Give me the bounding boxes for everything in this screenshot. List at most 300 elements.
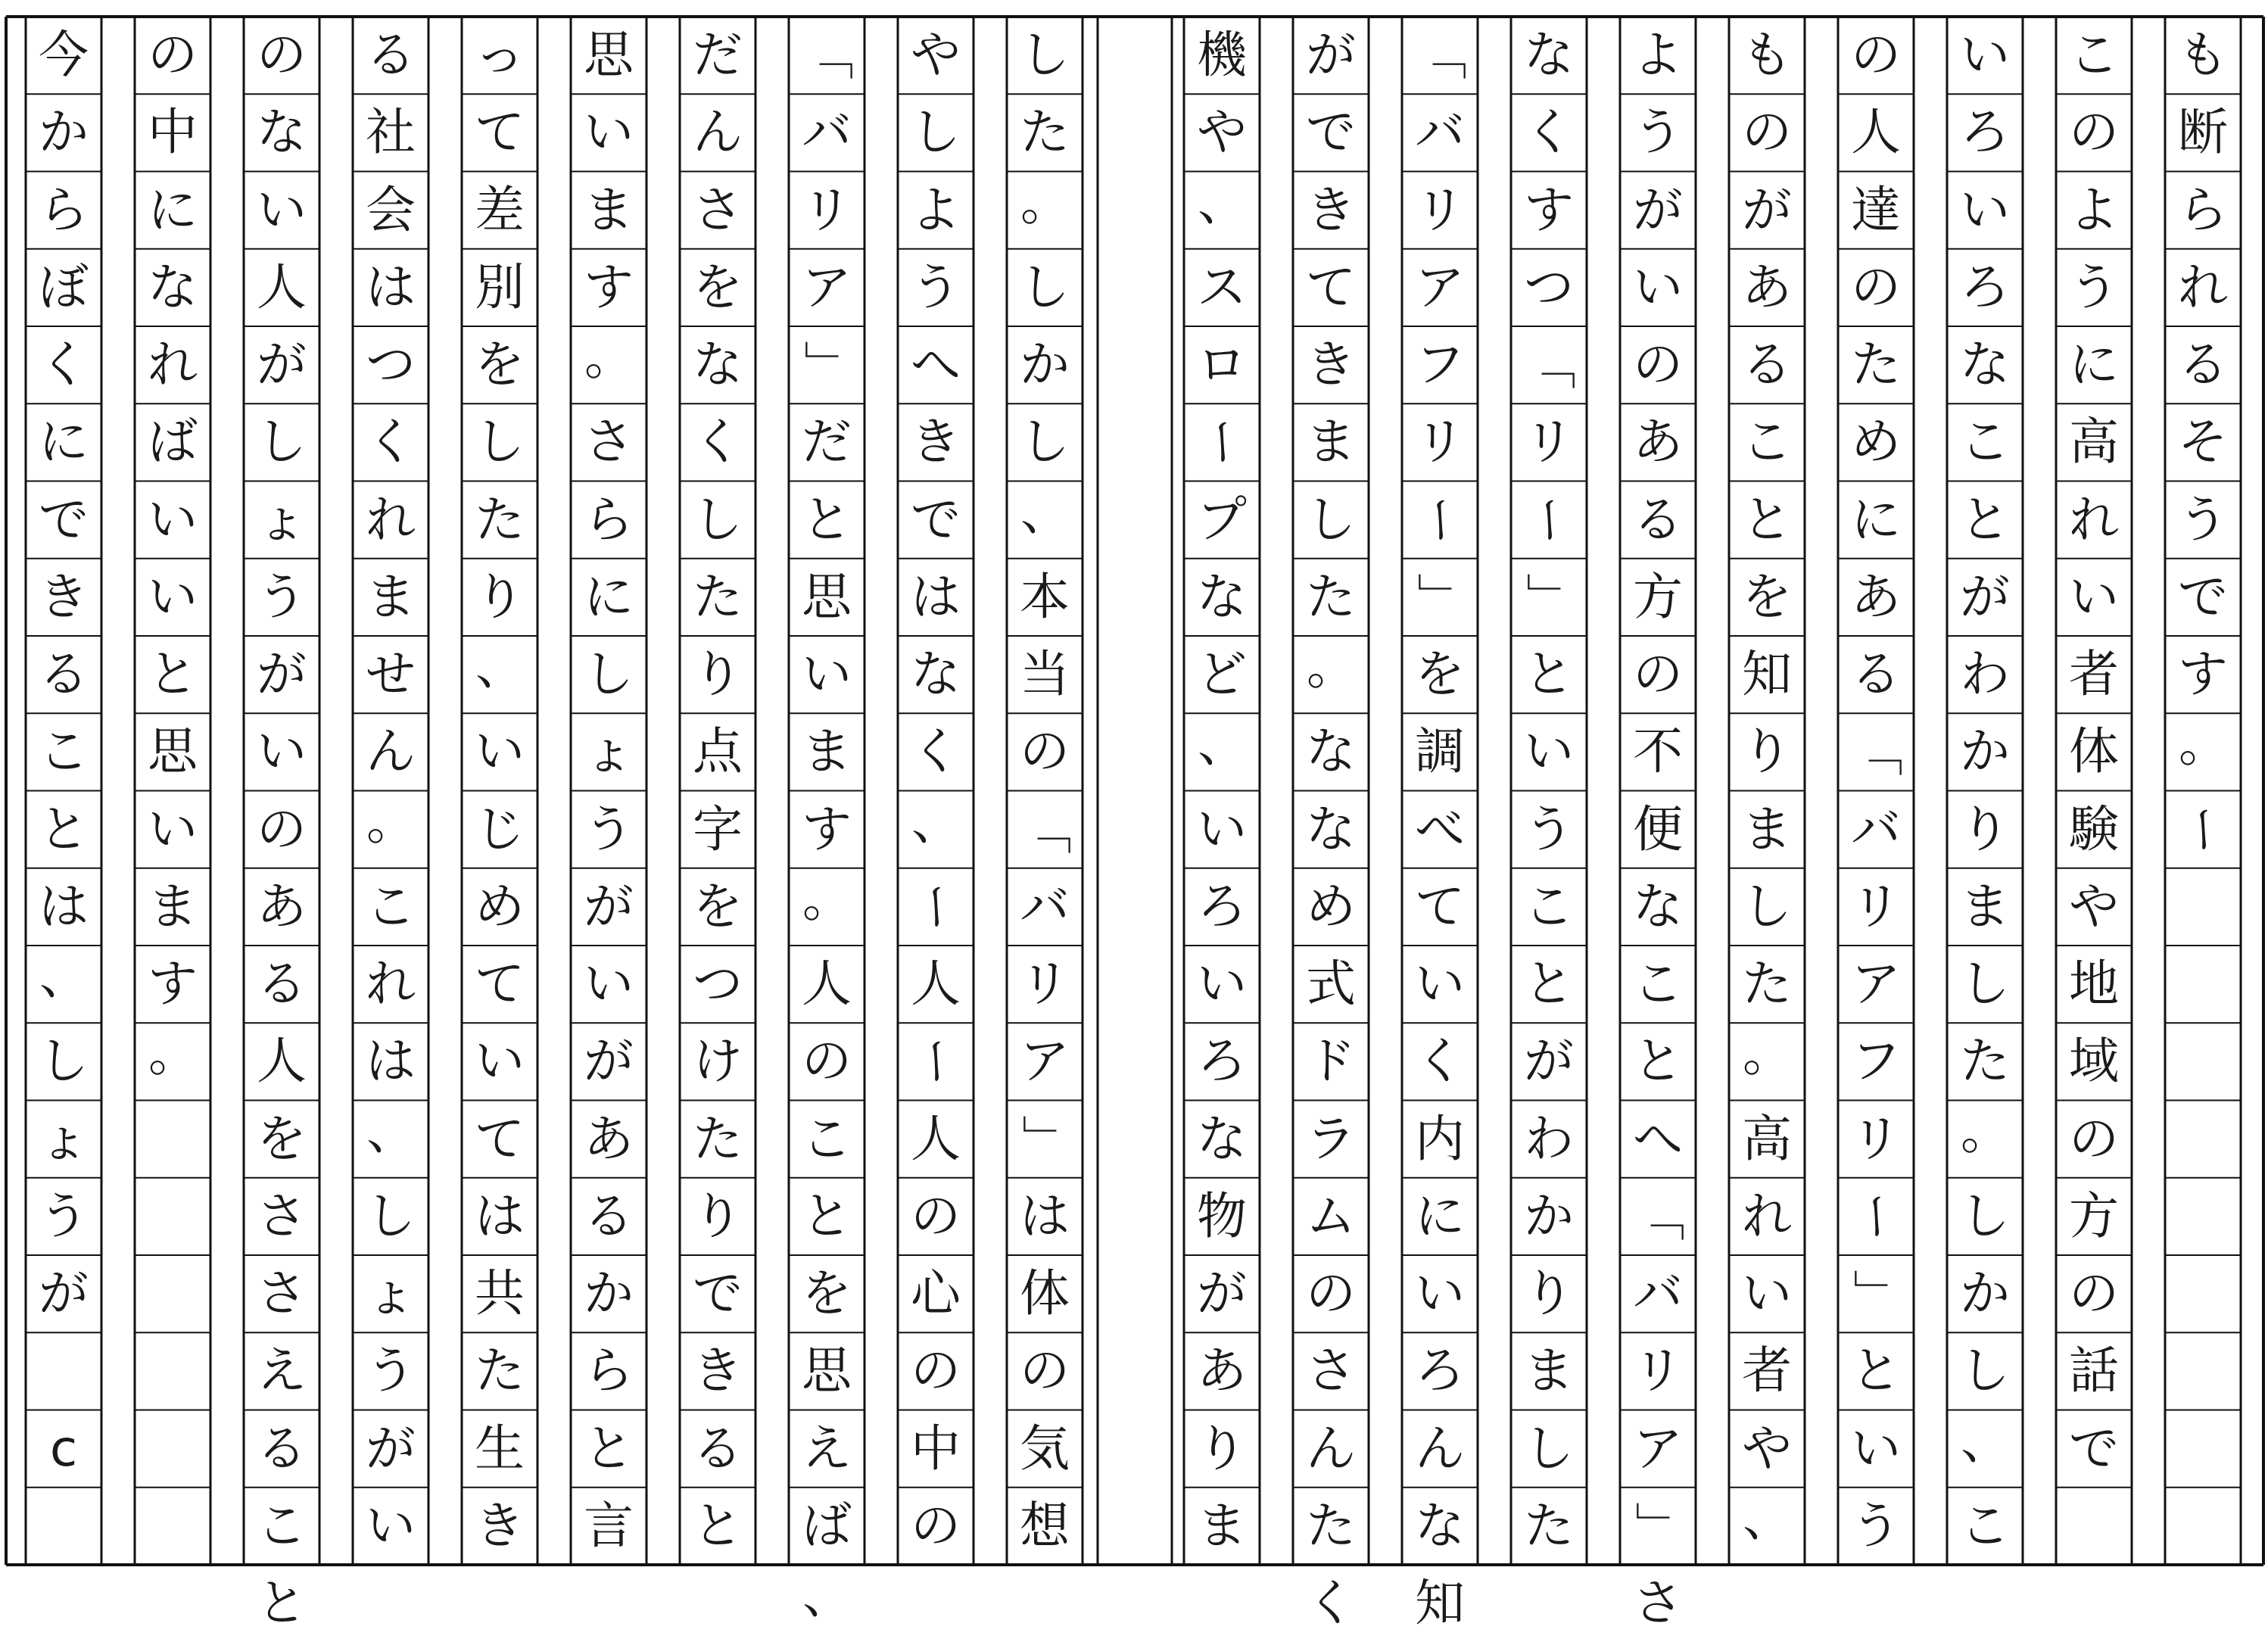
manuscript-char: 物 [1197, 1186, 1247, 1245]
manuscript-char: か [1960, 1264, 2010, 1323]
manuscript-char: く [911, 722, 961, 781]
manuscript-char: い [1960, 26, 2010, 85]
manuscript-char: な [1960, 335, 2010, 394]
manuscript-char: い [584, 955, 634, 1014]
manuscript-char: 会 [366, 180, 416, 239]
manuscript-char: り [693, 645, 743, 704]
manuscript-char: う [584, 799, 634, 858]
manuscript-char: が [1197, 1264, 1247, 1323]
manuscript-char: は [39, 877, 89, 936]
manuscript-char: ア [1415, 257, 1465, 316]
manuscript-char: う [911, 257, 961, 316]
manuscript-char: 話 [2069, 1341, 2119, 1401]
manuscript-char: の [1633, 645, 1683, 704]
manuscript-char: ょ [366, 1264, 416, 1323]
manuscript-char: る [584, 1186, 634, 1245]
manuscript-char: る [693, 1419, 743, 1478]
manuscript-char: い [1960, 180, 2010, 239]
manuscript-char: け [693, 1032, 743, 1091]
manuscript-char: リ [1415, 180, 1465, 239]
manuscript-char: 、 [1020, 482, 1070, 541]
manuscript-char: 」 [1520, 572, 1578, 622]
manuscript-char: 本 [1020, 567, 1070, 626]
manuscript-char: 地 [2069, 955, 2119, 1014]
manuscript-char: か [1524, 1186, 1574, 1245]
manuscript-char: リ [1020, 955, 1070, 1014]
manuscript-char: い [1633, 257, 1683, 316]
manuscript-char: を [257, 1109, 307, 1168]
manuscript-char: う [2178, 490, 2228, 549]
manuscript-char: こ [1960, 1496, 2010, 1555]
manuscript-char: く [366, 413, 416, 472]
manuscript-char: た [1020, 103, 1070, 162]
manuscript-char: す [802, 799, 852, 858]
manuscript-char: わ [1960, 645, 2010, 704]
manuscript-char: し [1524, 1419, 1574, 1478]
manuscript-char: い [148, 490, 198, 549]
manuscript-char: と [584, 1419, 634, 1478]
manuscript-char: 人 [911, 1109, 961, 1168]
manuscript-char: 生 [475, 1419, 525, 1478]
manuscript-char: 、 [1743, 1488, 1793, 1547]
manuscript-char: り [1742, 722, 1792, 781]
manuscript-char: ん [1415, 1419, 1465, 1478]
manuscript-char: ろ [1960, 103, 2010, 162]
manuscript-char: め [1851, 413, 1901, 472]
manuscript-char: 不 [1633, 722, 1683, 781]
manuscript-char: の [1020, 722, 1070, 781]
manuscript-char: く [1415, 1032, 1465, 1091]
manuscript-char: 方 [1633, 567, 1683, 626]
left-column-2 [898, 17, 974, 1565]
manuscript-char: ど [1197, 645, 1247, 704]
manuscript-char: 思 [584, 26, 634, 85]
left-column-7 [353, 17, 428, 1565]
manuscript-char: 験 [2069, 799, 2119, 858]
manuscript-char: 、 [911, 792, 961, 851]
manuscript-char: で [2069, 1419, 2119, 1478]
manuscript-char: や [1197, 103, 1247, 162]
manuscript-char: あ [1197, 1341, 1247, 1401]
manuscript-char: め [475, 877, 525, 936]
right-column-2 [2056, 17, 2132, 1565]
manuscript-char: が [584, 877, 634, 936]
manuscript-char: 人 [257, 1032, 307, 1091]
manuscript-char: 字 [693, 799, 743, 858]
manuscript-char: の [911, 1341, 961, 1401]
manuscript-char: の [1633, 335, 1683, 394]
manuscript-char: せ [366, 645, 416, 704]
manuscript-char: の [1020, 1341, 1070, 1401]
left-column-1 [1007, 17, 1083, 1565]
manuscript-char: れ [1742, 1186, 1792, 1245]
manuscript-char: し [1960, 1341, 2010, 1401]
manuscript-char: 。 [2179, 715, 2229, 774]
manuscript-char: さ [257, 1186, 307, 1245]
manuscript-char: 調 [1415, 722, 1465, 781]
manuscript-char: ア [1851, 955, 1901, 1014]
manuscript-char: よ [1633, 26, 1683, 85]
manuscript-char: き [911, 413, 961, 472]
manuscript-char: し [257, 413, 307, 472]
manuscript-char: は [911, 567, 961, 626]
manuscript-char: 、 [366, 1101, 416, 1161]
manuscript-char: 中 [148, 103, 198, 162]
manuscript-char: し [584, 645, 634, 704]
manuscript-char: し [1306, 490, 1356, 549]
manuscript-char: す [148, 955, 198, 1014]
manuscript-char: く [1306, 1574, 1356, 1633]
manuscript-char: て [475, 955, 525, 1014]
manuscript-char: る [2178, 335, 2228, 394]
manuscript-char: に [584, 567, 634, 626]
manuscript-char: の [1306, 1264, 1356, 1323]
manuscript-char: い [1524, 722, 1574, 781]
manuscript-char: し [366, 1186, 416, 1245]
manuscript-char: さ [584, 413, 634, 472]
manuscript-char: リ [1415, 413, 1465, 472]
manuscript-char: き [693, 1341, 743, 1401]
manuscript-char: め [1306, 877, 1356, 936]
manuscript-char: っ [475, 26, 525, 85]
manuscript-char: 者 [2069, 645, 2119, 704]
manuscript-char: あ [584, 1109, 634, 1168]
manuscript-char: る [1742, 335, 1792, 394]
manuscript-char: さ [257, 1264, 307, 1323]
manuscript-char: い [1197, 799, 1247, 858]
manuscript-char: 知 [1415, 1574, 1465, 1633]
manuscript-char: さ [693, 180, 743, 239]
manuscript-char: く [39, 335, 89, 394]
manuscript-char: れ [148, 335, 198, 394]
manuscript-char: し [475, 413, 525, 472]
right-column-1 [2165, 17, 2241, 1565]
right-column-7 [1511, 17, 1587, 1565]
manuscript-char: ま [584, 180, 634, 239]
manuscript-char: 」 [1629, 1500, 1687, 1551]
manuscript-char: た [1306, 567, 1356, 626]
manuscript-char: が [1960, 567, 2010, 626]
manuscript-char: た [693, 1109, 743, 1168]
manuscript-char: を [475, 335, 525, 394]
manuscript-char: や [911, 26, 961, 85]
left-column-10 [26, 17, 101, 1565]
manuscript-char: い [148, 567, 198, 626]
manuscript-char: な [1633, 877, 1683, 936]
manuscript-char: と [1524, 645, 1574, 704]
manuscript-char: ん [693, 103, 743, 162]
manuscript-char: れ [2178, 257, 2228, 316]
manuscript-char: 」 [1847, 1269, 1905, 1320]
left-column-8 [244, 17, 319, 1633]
manuscript-char: 「 [1520, 340, 1578, 391]
manuscript-char: ま [1306, 413, 1356, 472]
manuscript-char: バ [1851, 799, 1901, 858]
manuscript-char: 。 [1020, 173, 1070, 232]
manuscript-char: 。 [802, 869, 852, 928]
manuscript-char: か [1960, 722, 2010, 781]
manuscript-char: が [1524, 1032, 1574, 1091]
manuscript-char: 、 [39, 947, 89, 1005]
manuscript-char: う [1524, 799, 1574, 858]
manuscript-char: や [1742, 1419, 1792, 1478]
manuscript-char: で [1306, 103, 1356, 162]
manuscript-char: の [2069, 1109, 2119, 1168]
right-column-3 [1947, 17, 2023, 1565]
manuscript-char: 人 [911, 955, 961, 1014]
manuscript-char: か [584, 1264, 634, 1323]
manuscript-char: は [475, 1186, 525, 1245]
manuscript-char: リ [1851, 877, 1901, 936]
manuscript-char: う [39, 1186, 89, 1245]
manuscript-char: 点 [693, 722, 743, 781]
manuscript-char: と [39, 799, 89, 858]
manuscript-char: き [475, 1496, 525, 1555]
manuscript-char: と [802, 1186, 852, 1245]
manuscript-char: 高 [1742, 1109, 1792, 1168]
manuscript-char: ば [148, 413, 198, 472]
manuscript-char: し [39, 1032, 89, 1091]
manuscript-char: 当 [1020, 645, 1070, 704]
manuscript-char: と [257, 1574, 307, 1633]
manuscript-char: た [1306, 1496, 1356, 1555]
manuscript-char: ア [802, 257, 852, 316]
left-column-6 [462, 17, 537, 1565]
manuscript-char: ド [1306, 1032, 1356, 1091]
manuscript-char: 差 [475, 180, 525, 239]
manuscript-char: が [1306, 26, 1356, 85]
manuscript-char: が [39, 1264, 89, 1323]
manuscript-char: 人 [802, 955, 852, 1014]
manuscript-char: ら [39, 180, 89, 239]
manuscript-char: つ [693, 955, 743, 1014]
manuscript-char: こ [257, 1496, 307, 1555]
manuscript-char: る [1633, 490, 1683, 549]
manuscript-char: ん [366, 722, 416, 781]
manuscript-char: あ [257, 877, 307, 936]
manuscript-char: で [693, 1264, 743, 1323]
manuscript-char: が [1633, 180, 1683, 239]
manuscript-char: と [693, 1496, 743, 1555]
manuscript-char: ス [1197, 257, 1247, 316]
manuscript-char: ア [1633, 1419, 1683, 1478]
manuscript-char [26, 1332, 101, 1410]
manuscript-char: リ [1851, 1109, 1901, 1168]
manuscript-char: や [2069, 877, 2119, 936]
manuscript-char: 便 [1633, 799, 1683, 858]
manuscript-char: き [1306, 180, 1356, 239]
manuscript-char: と [1524, 955, 1574, 1014]
manuscript-char: れ [366, 955, 416, 1014]
manuscript-char: り [1197, 1419, 1247, 1478]
manuscript-char: い [366, 1496, 416, 1555]
manuscript-char: バ [1415, 103, 1465, 162]
right-column-9 [1293, 17, 1369, 1633]
manuscript-char: よ [911, 180, 961, 239]
manuscript-char: わ [1524, 1109, 1574, 1168]
manuscript-char: す [1524, 180, 1574, 239]
manuscript-char: 知 [1742, 645, 1792, 704]
manuscript-char: 「 [1629, 1191, 1687, 1242]
manuscript-char: ら [584, 1341, 634, 1401]
manuscript-char: い [802, 645, 852, 704]
manuscript-char: な [257, 103, 307, 162]
manuscript-char: バ [802, 103, 852, 162]
manuscript-char: い [257, 180, 307, 239]
manuscript-char: あ [1851, 567, 1901, 626]
manuscript-char: な [1197, 1109, 1247, 1168]
manuscript-char: だ [693, 26, 743, 85]
manuscript-char: ー [907, 881, 965, 932]
manuscript-char: な [1306, 799, 1356, 858]
manuscript-char: い [1197, 955, 1247, 1014]
manuscript-char: ま [1960, 877, 2010, 936]
manuscript-char: に [1851, 490, 1901, 549]
manuscript-char: じ [475, 799, 525, 858]
manuscript-char: ま [366, 567, 416, 626]
manuscript-char: 人 [257, 257, 307, 316]
manuscript-char: 、 [475, 637, 525, 696]
manuscript-char: こ [1742, 413, 1792, 472]
manuscript-char: の [2069, 1264, 2119, 1323]
manuscript-char: は [366, 1032, 416, 1091]
manuscript-char: て [475, 103, 525, 162]
manuscript-char: ま [1197, 1496, 1247, 1555]
manuscript-char: え [257, 1341, 307, 1401]
manuscript-char: つ [1524, 257, 1574, 316]
manuscript-char: つ [366, 335, 416, 394]
left-column-9 [135, 17, 210, 1565]
manuscript-char: い [1415, 955, 1465, 1014]
manuscript-char: し [1742, 877, 1792, 936]
manuscript-char: い [2069, 567, 2119, 626]
manuscript-char: 言 [584, 1496, 634, 1555]
right-column-6 [1620, 17, 1696, 1633]
manuscript-char: の [257, 26, 307, 85]
manuscript-char: な [148, 257, 198, 316]
manuscript-char: 想 [1020, 1496, 1070, 1555]
manuscript-char: う [1851, 1496, 1901, 1555]
manuscript-char: 達 [1851, 180, 1901, 239]
manuscript-char: に [2069, 335, 2119, 394]
manuscript-char: ー [1847, 1191, 1905, 1242]
manuscript-char: 思 [802, 567, 852, 626]
manuscript-char: い [1851, 1419, 1901, 1478]
manuscript-char: な [1306, 722, 1356, 781]
manuscript-char: ら [2178, 180, 2228, 239]
manuscript-char: れ [366, 490, 416, 549]
manuscript-char: べ [1415, 799, 1465, 858]
manuscript-char: 、 [1198, 715, 1248, 774]
manuscript-char: ろ [1197, 877, 1247, 936]
manuscript-char: な [693, 335, 743, 394]
manuscript-char: ー [1411, 494, 1469, 545]
manuscript-char: し [1020, 26, 1070, 85]
manuscript-char: と [1633, 1032, 1683, 1091]
manuscript-char: 社 [366, 103, 416, 162]
manuscript-char: る [1851, 645, 1901, 704]
manuscript-char: 機 [1197, 26, 1247, 85]
manuscript-char: ん [1306, 1419, 1356, 1478]
manuscript-char: の [911, 1496, 961, 1555]
manuscript-char: に [1415, 1186, 1465, 1245]
manuscript-char: 域 [2069, 1032, 2119, 1091]
manuscript-char: た [1524, 1496, 1574, 1555]
manuscript-char: 。 [148, 1024, 198, 1083]
manuscript-char: を [802, 1264, 852, 1323]
manuscript-char: へ [911, 335, 961, 394]
manuscript-char: 体 [2069, 722, 2119, 781]
manuscript-char: ろ [1197, 1032, 1247, 1091]
manuscript-char: 内 [1415, 1109, 1465, 1168]
manuscript-char: く [1524, 103, 1574, 162]
manuscript-char: で [911, 490, 961, 549]
manuscript-char: ー [1193, 417, 1251, 468]
manuscript-char: 者 [1742, 1341, 1792, 1401]
manuscript-char: て [475, 1109, 525, 1168]
manuscript-char: 」 [1016, 1114, 1074, 1164]
manuscript-char: い [148, 799, 198, 858]
manuscript-char: す [584, 257, 634, 316]
manuscript-char: 」 [798, 340, 856, 391]
manuscript-char: ー [2174, 804, 2232, 855]
manuscript-char: 断 [2178, 103, 2228, 162]
manuscript-char: へ [1633, 1109, 1683, 1168]
manuscript-char: の [2069, 103, 2119, 162]
manuscript-char: り [1960, 799, 2010, 858]
manuscript-char: ょ [584, 722, 634, 781]
right-column-5 [1729, 17, 1805, 1565]
manuscript-char: の [257, 799, 307, 858]
manuscript-char: バ [1020, 877, 1070, 936]
manuscript-char: ろ [1960, 257, 2010, 316]
manuscript-char: 共 [475, 1264, 525, 1323]
manuscript-char: い [584, 103, 634, 162]
manuscript-char: ぼ [39, 257, 89, 316]
manuscript-char: て [1415, 877, 1465, 936]
manuscript-char: の [1851, 26, 1901, 85]
manuscript-char: 、 [802, 1566, 852, 1625]
manuscript-char: る [366, 26, 416, 85]
manuscript-char: で [39, 490, 89, 549]
manuscript-char: し [1020, 413, 1070, 472]
manuscript-char: ま [802, 722, 852, 781]
manuscript-char: と [1742, 490, 1792, 549]
manuscript-char: だ [802, 413, 852, 472]
manuscript-char: 心 [911, 1264, 961, 1323]
manuscript-char: さ [1633, 1574, 1683, 1633]
manuscript-char: う [366, 1341, 416, 1401]
left-column-5 [571, 17, 646, 1565]
manuscript-char: 人 [1851, 103, 1901, 162]
manuscript-char: た [1742, 955, 1792, 1014]
manuscript-char: あ [1633, 413, 1683, 472]
manuscript-char: ば [802, 1496, 852, 1555]
manuscript-char: で [2178, 567, 2228, 626]
manuscript-char: の [1742, 103, 1792, 162]
manuscript-char: い [475, 722, 525, 781]
manuscript-char: 、 [1198, 173, 1248, 232]
manuscript-char: に [39, 413, 89, 472]
manuscript-char: き [39, 567, 89, 626]
manuscript-char: 「 [1411, 30, 1469, 81]
manuscript-char: が [1742, 180, 1792, 239]
manuscript-char: が [366, 1419, 416, 1478]
manuscript-char: ー [907, 1036, 965, 1087]
manuscript-char: り [1524, 1264, 1574, 1323]
manuscript-char: た [475, 1341, 525, 1401]
manuscript-char: 、 [1961, 1411, 2011, 1470]
